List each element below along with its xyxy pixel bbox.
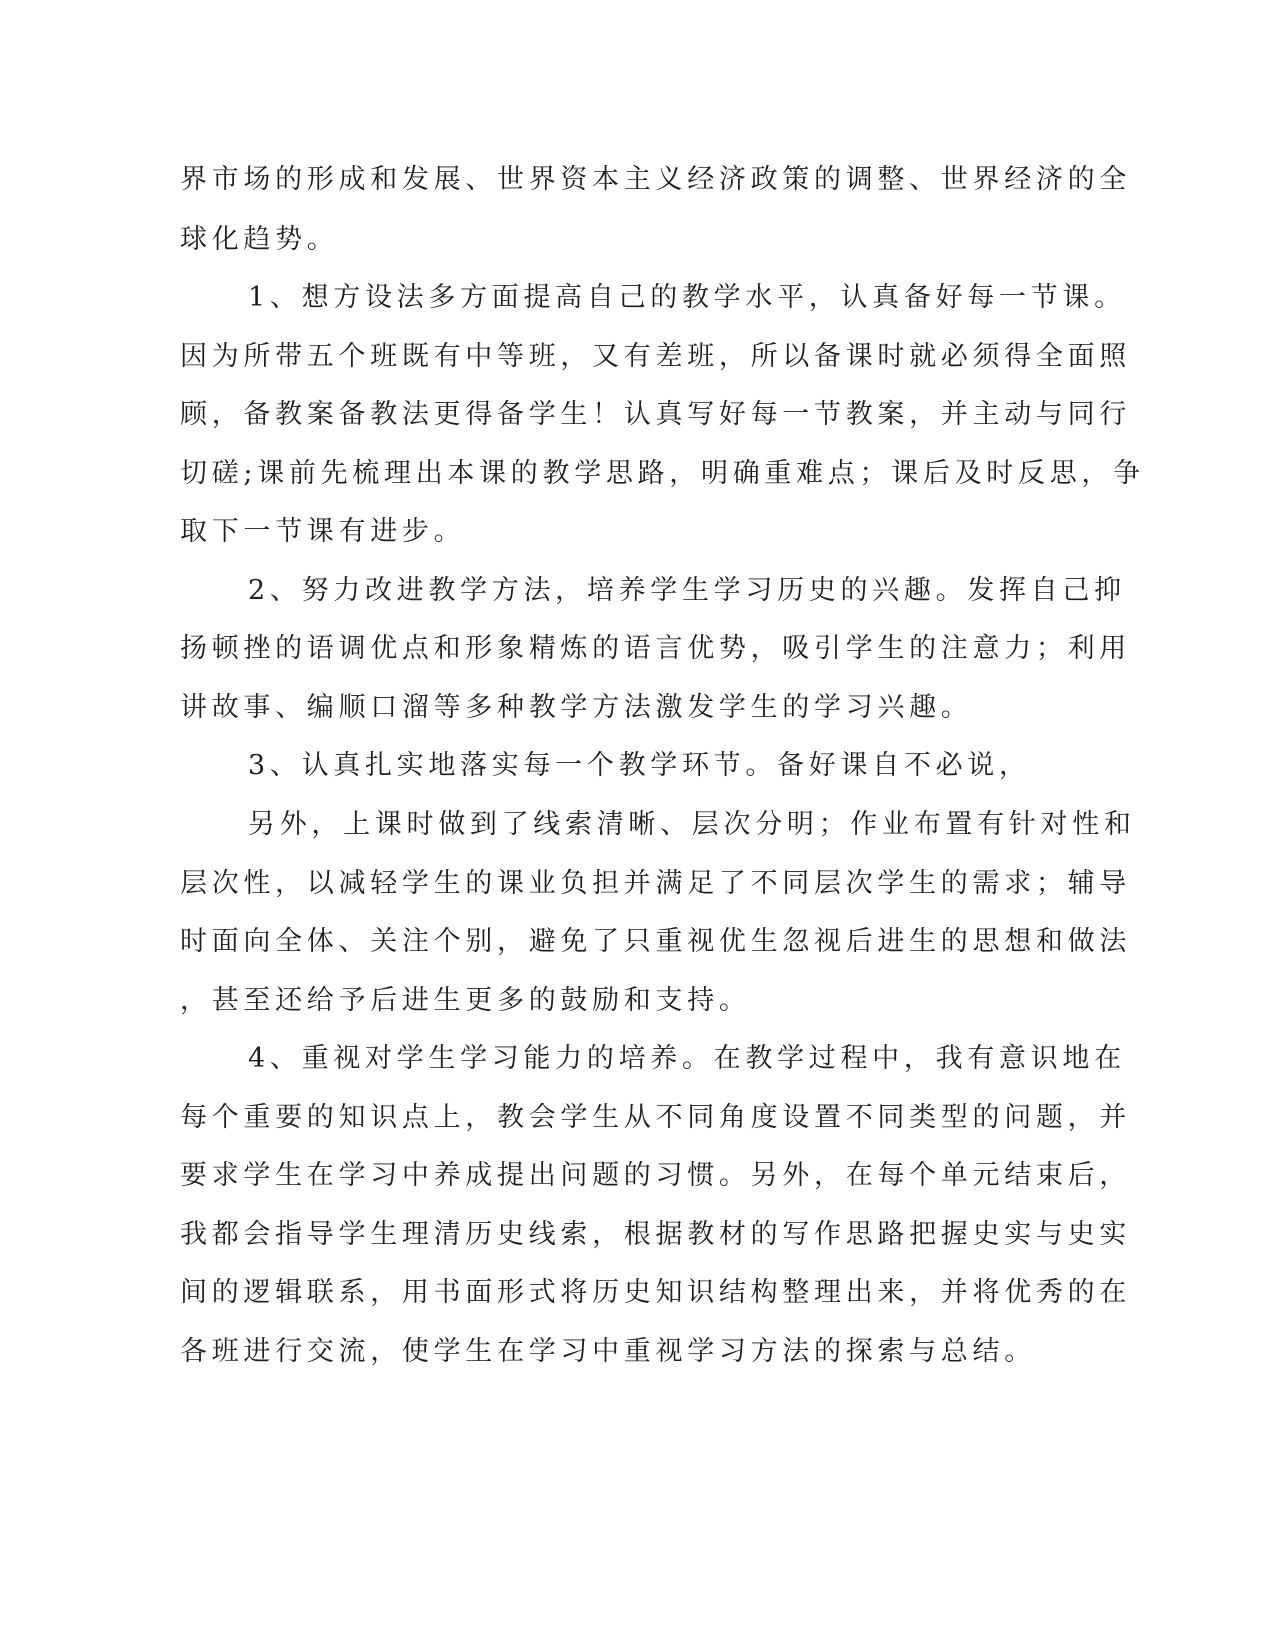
text-line-11: 3、认真扎实地落实每一个教学环节。备好课自不必说， [248, 750, 1031, 781]
text-line-20: 间的逻辑联系，用书面形式将历史知识结构整理出来，并将优秀的在 [180, 1277, 1131, 1308]
text-line-6: 切磋;课前先梳理出本课的教学思路，明确重难点；课后及时反思，争 [180, 458, 1145, 489]
text-line-7: 取下一节课有进步。 [180, 516, 466, 547]
text-line-9: 扬顿挫的语调优点和形象精炼的语言优势，吸引学生的注意力；利用 [180, 633, 1131, 664]
text-line-16: 4、重视对学生学习能力的培养。在教学过程中，我有意识地在 [248, 1043, 1126, 1074]
text-line-21: 各班进行交流，使学生在学习中重视学习方法的探索与总结。 [180, 1336, 1036, 1367]
text-line-19: 我都会指导学生理清历史线索，根据教材的写作思路把握史实与史实 [180, 1219, 1131, 1250]
text-line-10: 讲故事、编顺口溜等多种教学方法激发学生的学习兴趣。 [180, 692, 973, 723]
text-line-13: 层次性，以减轻学生的课业负担并满足了不同层次学生的需求；辅导 [180, 868, 1131, 899]
text-line-2: 球化趋势。 [180, 224, 339, 255]
text-line-12: 另外，上课时做到了线索清晰、层次分明；作业布置有针对性和 [248, 809, 1136, 840]
text-line-17: 每个重要的知识点上，教会学生从不同角度设置不同类型的问题，并 [180, 1102, 1131, 1133]
text-line-18: 要求学生在学习中养成提出问题的习惯。另外，在每个单元结束后， [180, 1160, 1131, 1191]
text-line-3: 1、想方设法多方面提高自己的教学水平，认真备好每一节课。 [248, 282, 1126, 313]
text-line-4: 因为所带五个班既有中等班，又有差班，所以备课时就必须得全面照 [180, 341, 1131, 372]
text-line-14: 时面向全体、关注个别，避免了只重视优生忽视后进生的思想和做法 [180, 926, 1131, 957]
text-line-1: 界市场的形成和发展、世界资本主义经济政策的调整、世界经济的全 [180, 164, 1131, 195]
text-line-5: 顾，备教案备教法更得备学生！认真写好每一节教案，并主动与同行 [180, 399, 1131, 430]
text-line-8: 2、努力改进教学方法，培养学生学习历史的兴趣。发挥自己抑 [248, 575, 1126, 606]
text-line-15: ，甚至还给予后进生更多的鼓励和支持。 [180, 985, 751, 1016]
